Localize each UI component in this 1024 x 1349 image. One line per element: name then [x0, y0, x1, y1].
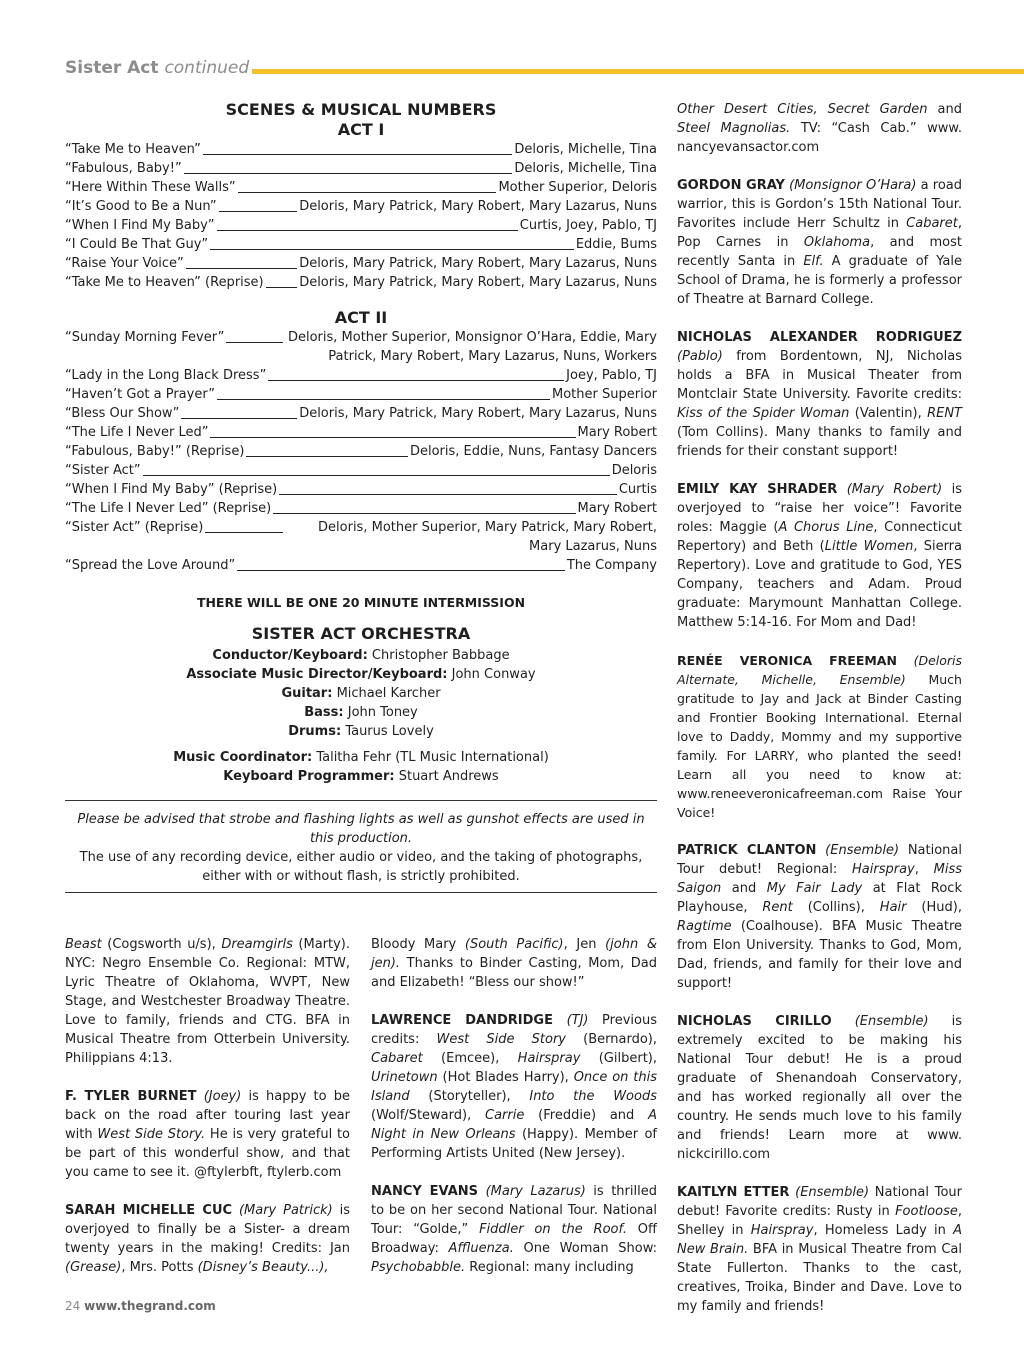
song-performers: Deloris, Mary Patrick, Mary Robert, Mary Lazarus, Nuns: [299, 256, 657, 271]
scenes-heading: SCENES & MUSICAL NUMBERS: [225, 100, 497, 119]
program-column: [65, 100, 657, 893]
bio-dandridge: LAWRENCE DANDRIDGE (TJ) Previous credits: West Side Story (Bernardo), Cabaret (Emcee), Hairspray (Gilbert), Urinetown (Hot Blades Harry), Once on this Island (Storyteller), Into the Woods (Wolf/Steward), Carrie (Freddie) and A Night in New Orleans (Happy). Member of Performing Artists United (New Jersey).: [371, 1013, 658, 1161]
bio-burnet: F. TYLER BURNET (Joey) is happy to be back on the road after touring last year with West Side Story. He is very grateful to be part of this wonderful show, and that you came to see it. @ftylerbft, ftylerb.com: [65, 1089, 350, 1180]
credit-line: [65, 703, 657, 722]
page-number: 24: [65, 1299, 81, 1313]
bio-rodriguez: NICHOLAS ALEXANDER RODRIGUEZ (Pablo) from Bordentown, NJ, Nicholas holds a BFA in Musical Theater from Montclair State University. Favorite credits: Kiss of the Spider Woman (Valentin), RENT (Tom Collins). Many thanks to family and friends for their constant support!: [677, 330, 962, 459]
leader-line: [184, 173, 513, 174]
song-title: “Take Me to Heaven”: [65, 142, 201, 157]
bio-cirillo: NICHOLAS CIRILLO (Ensemble) is extremely excited to be making his National Tour debut! He is a proud graduate of Shenandoah Conservatory, and has worked regionally all over the country. He sends much love to his family and friends! Learn more at www. nickcirillo.com: [677, 1014, 962, 1162]
song-row: [65, 404, 657, 423]
song-title: “Sister Act” (Reprise): [65, 520, 204, 535]
song-row: [65, 480, 657, 499]
song-row: [65, 159, 657, 178]
song-row: [65, 423, 657, 442]
credit-name: Taurus Lovely: [345, 724, 434, 739]
credit-name: John Toney: [347, 705, 418, 720]
recording-notice: The use of any recording device, either audio or video, and the taking of photographs, either with or without flash, is strictly prohibited.: [79, 850, 643, 884]
leader-line: [217, 230, 518, 231]
page-header: [65, 58, 1024, 82]
song-title: “When I Find My Baby”: [65, 218, 215, 233]
song-performers: Deloris, Michelle, Tina: [514, 142, 657, 157]
credit-name: John Conway: [451, 667, 536, 682]
credit-role: Conductor/Keyboard:: [212, 648, 368, 663]
song-title: “Bless Our Show”: [65, 406, 180, 421]
leader-line: [237, 570, 565, 571]
song-row: [65, 442, 657, 461]
credit-name: Christopher Babbage: [371, 648, 510, 663]
bio-continued: Bloody Mary (South Pacific), Jen (john & jen). Thanks to Binder Casting, Mom, Dad and Elizabeth! “Bless our show!”: [371, 937, 657, 990]
song-performers: Deloris, Eddie, Nuns, Fantasy Dancers: [409, 444, 657, 459]
song-title: “Sister Act”: [65, 463, 141, 478]
song-title: “Lady in the Long Black Dress”: [65, 368, 267, 383]
song-row: [65, 273, 657, 292]
credit-name: Stuart Andrews: [398, 769, 499, 784]
leader-line: [205, 532, 283, 533]
bio-evans: NANCY EVANS (Mary Lazarus) is thrilled to be on her second National Tour. National Tour: “Golde,” Fiddler on the Roof. Off Broadway: Affluenza. One Woman Show: Psychobabble. Regional: many including: [371, 1184, 657, 1275]
bio-column-1: [65, 935, 350, 1296]
leader-line: [273, 513, 575, 514]
song-performers: Mary Robert: [577, 425, 657, 440]
divider-bottom: [65, 892, 657, 893]
act1-heading: ACT I: [337, 120, 385, 139]
bio-clanton: PATRICK CLANTON (Ensemble) National Tour debut! Regional: Hairspray, Miss Saigon and My Fair Lady at Flat Rock Playhouse, Rent (Collins), Hair (Hud), Ragtime (Coalhouse). BFA Music Theatre from Elon University. Thanks to God, Mom, Dad, friends, and family for their love and support!: [677, 843, 962, 991]
song-performers: Deloris, Mother Superior, Monsignor O’Hara, Eddie, Mary Patrick, Mary Robert, Mary Lazarus, Nuns, Workers: [287, 330, 657, 364]
song-row: [65, 461, 657, 480]
act2-heading: ACT II: [334, 308, 388, 327]
song-title: “Spread the Love Around”: [65, 558, 236, 573]
song-title: “Sunday Morning Fever”: [65, 330, 225, 345]
song-row: [65, 556, 657, 575]
song-row: [65, 328, 657, 366]
song-performers: Joey, Pablo, TJ: [566, 368, 657, 383]
leader-line: [266, 287, 298, 288]
song-row: [65, 140, 657, 159]
bio-continued: Other Desert Cities, Secret Garden and Steel Magnolias. TV: “Cash Cab.” www. nancyevansactor.com: [677, 102, 962, 155]
song-row: [65, 178, 657, 197]
bio-column-3: [677, 100, 962, 1335]
site-link[interactable]: www.thegrand.com: [84, 1299, 216, 1313]
song-performers: Eddie, Bums: [575, 237, 657, 252]
bio-continued: Beast (Cogsworth u/s), Dreamgirls (Marty). NYC: Negro Ensemble Co. Regional: MTW, Lyric Theatre of Oklahoma, WVPT, New Stage, and Westchester Broadway Theatre. Love to family, friends and CTG. BFA in Musical Theatre from Otterbein University. Philippians 4:13.: [65, 937, 350, 1066]
leader-line: [279, 494, 617, 495]
leader-line: [143, 475, 610, 476]
song-row: [65, 499, 657, 518]
credit-role: Music Coordinator:: [173, 750, 313, 765]
song-title: “It’s Good to Be a Nun”: [65, 199, 217, 214]
credit-line: [65, 684, 657, 703]
leader-line: [238, 192, 497, 193]
song-performers: Deloris, Mary Patrick, Mary Robert, Mary Lazarus, Nuns: [299, 406, 657, 421]
song-row: [65, 254, 657, 273]
credit-name: Talitha Fehr (TL Music International): [316, 750, 549, 765]
song-title: “When I Find My Baby” (Reprise): [65, 482, 278, 497]
song-performers: Curtis, Joey, Pablo, TJ: [519, 218, 657, 233]
song-title: “I Could Be That Guy”: [65, 237, 209, 252]
song-title: “Fabulous, Baby!” (Reprise): [65, 444, 245, 459]
song-row: [65, 518, 657, 556]
leader-line: [226, 342, 283, 343]
act2-song-list: [65, 328, 657, 575]
intermission-note: THERE WILL BE ONE 20 MINUTE INTERMISSION: [196, 595, 526, 610]
song-title: “Raise Your Voice”: [65, 256, 184, 271]
leader-line: [246, 456, 408, 457]
orchestra-members: [65, 646, 657, 741]
credit-line: [65, 748, 657, 767]
song-row: [65, 235, 657, 254]
song-performers: Deloris: [611, 463, 657, 478]
leader-line: [203, 154, 512, 155]
leader-line: [217, 399, 550, 400]
song-performers: Mary Robert: [577, 501, 657, 516]
song-row: [65, 197, 657, 216]
song-title: “Take Me to Heaven” (Reprise): [65, 275, 264, 290]
leader-line: [181, 418, 297, 419]
credit-role: Drums:: [288, 724, 342, 739]
orchestra-staff: [65, 748, 657, 786]
page-footer: [65, 1299, 216, 1313]
credit-role: Guitar:: [281, 686, 333, 701]
leader-line: [268, 380, 564, 381]
credit-role: Keyboard Programmer:: [223, 769, 395, 784]
leader-line: [210, 437, 575, 438]
accent-bar: [252, 69, 1024, 74]
orchestra-credits: [65, 624, 657, 786]
song-performers: The Company: [566, 558, 657, 573]
credit-line: [65, 722, 657, 741]
bio-shrader: EMILY KAY SHRADER (Mary Robert) is overjoyed to “raise her voice”! Favorite roles: Maggie (A Chorus Line, Connecticut Repertory) and Beth (Little Women, Sierra Repertory). Love and gratitude to God, YES Company, teachers and Adam. Proud graduate: Marymount Manhattan College. Matthew 5:14-16. For Mom and Dad!: [677, 482, 962, 630]
credit-role: Bass:: [304, 705, 344, 720]
song-performers: Mother Superior: [552, 387, 657, 402]
song-row: [65, 216, 657, 235]
song-performers: Deloris, Mary Patrick, Mary Robert, Mary Lazarus, Nuns: [299, 275, 657, 290]
song-performers: Curtis: [618, 482, 657, 497]
leader-line: [210, 249, 574, 250]
leader-line: [219, 211, 298, 212]
song-row: [65, 385, 657, 404]
notice-box: [65, 801, 657, 892]
song-performers: Deloris, Mother Superior, Mary Patrick, Mary Robert, Mary Lazarus, Nuns: [318, 520, 657, 554]
bio-cuc: SARAH MICHELLE CUC (Mary Patrick) is overjoyed to finally be a Sister- a dream twenty years in the making! Credits: Jan (Grease), Mrs. Potts (Disney’s Beauty...),: [65, 1203, 350, 1275]
credit-line: [65, 665, 657, 684]
song-title: “Here Within These Walls”: [65, 180, 236, 195]
credit-line: [65, 767, 657, 786]
orchestra-title: SISTER ACT ORCHESTRA: [251, 624, 471, 643]
bio-etter: KAITLYN ETTER (Ensemble) National Tour debut! Favorite credits: Rusty in Footloose, Shelley in Hairspray, Homeless Lady in A New Brain. BFA in Musical Theatre from Cal State Fullerton. Thanks to the cast, creatives, Troika, Binder and Dave. Love to my family and friends!: [677, 1185, 963, 1314]
act1-song-list: [65, 140, 657, 292]
song-performers: Deloris, Michelle, Tina: [514, 161, 657, 176]
bio-column-2: [371, 935, 657, 1296]
credit-line: [65, 646, 657, 665]
running-title: Sister Act continued: [65, 58, 250, 78]
leader-line: [186, 268, 297, 269]
song-row: [65, 366, 657, 385]
effects-warning: Please be advised that strobe and flashing lights as well as gunshot effects are used in this production.: [77, 812, 645, 846]
song-performers: Mother Superior, Deloris: [498, 180, 657, 195]
song-title: “The Life I Never Led”: [65, 425, 209, 440]
song-performers: Deloris, Mary Patrick, Mary Robert, Mary Lazarus, Nuns: [299, 199, 657, 214]
bio-gray: GORDON GRAY (Monsignor O’Hara) a road warrior, this is Gordon’s 15th National Tour. Favorites include Herr Schultz in Cabaret, Pop Carnes in Oklahoma, and most recently Santa in Elf. A graduate of Yale School of Drama, he is formerly a professor of Theatre at Barnard College.: [677, 178, 963, 307]
bio-freeman: RENÉE VERONICA FREEMAN (Deloris Alternate, Michelle, Ensemble) Much gratitude to Jay and Jack at Binder Casting and Frontier Booking International. Eternal love to Daddy, Mommy and my supportive family. For LARRY, who planted the seed! Learn all you need to know at: www.reneeveronicafreeman.com Raise Your Voice!: [677, 653, 962, 820]
song-title: “Fabulous, Baby!”: [65, 161, 182, 176]
credit-name: Michael Karcher: [336, 686, 441, 701]
song-title: “Haven’t Got a Prayer”: [65, 387, 215, 402]
song-title: “The Life I Never Led” (Reprise): [65, 501, 272, 516]
credit-role: Associate Music Director/Keyboard:: [186, 667, 448, 682]
